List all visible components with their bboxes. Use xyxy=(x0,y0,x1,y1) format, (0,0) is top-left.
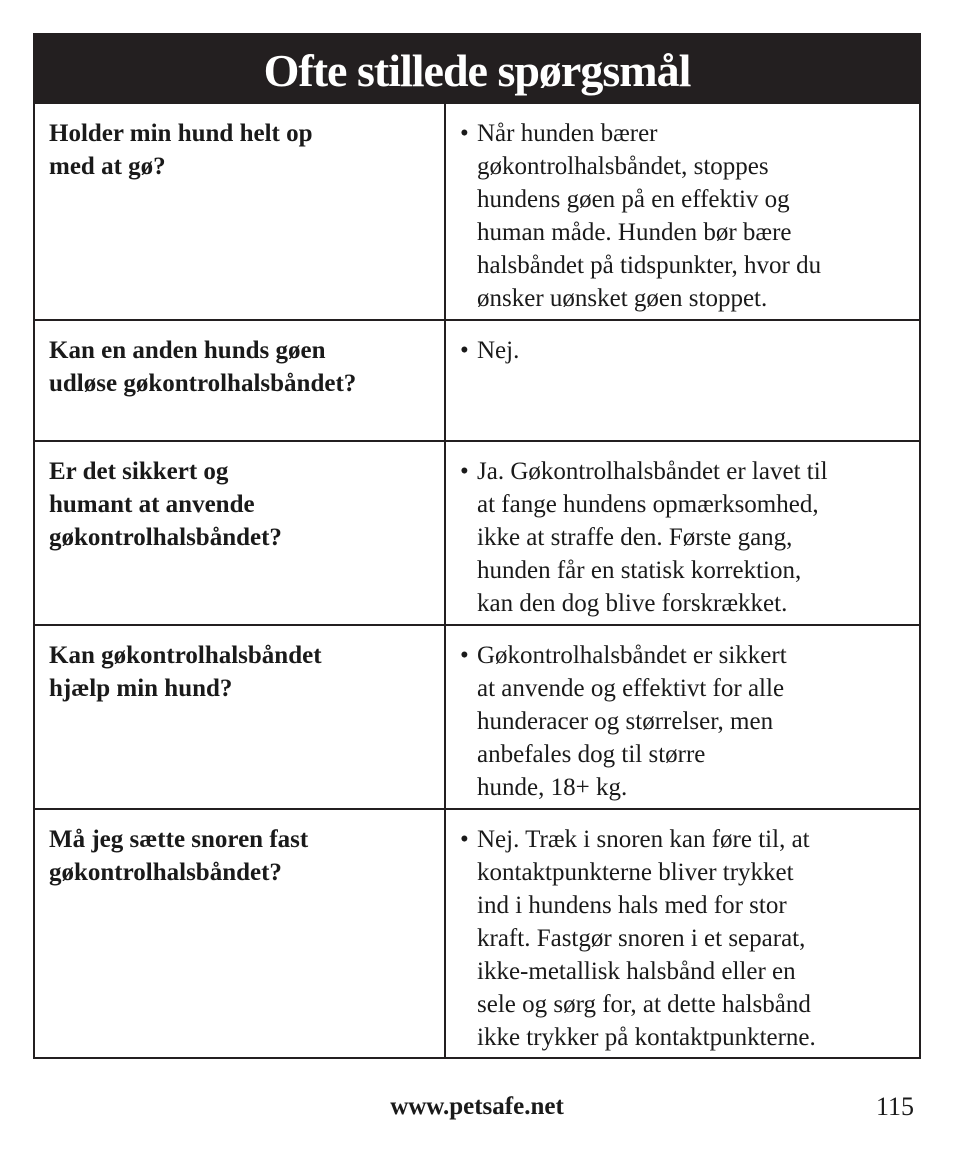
question-cell xyxy=(35,321,446,440)
answer-cell xyxy=(446,321,919,440)
faq-table xyxy=(33,33,921,1059)
faq-row xyxy=(35,319,919,440)
faq-row xyxy=(35,624,919,808)
page-title: Ofte stillede spørgsmål xyxy=(263,44,691,96)
bullet-icon: • xyxy=(460,458,469,485)
answer-cell xyxy=(446,442,919,624)
question-text: Holder min hund helt op med at gø? xyxy=(49,120,313,180)
question-text: Er det sikkert og humant at anvende gøkontrolhalsbåndet? xyxy=(49,458,282,551)
bullet-icon: • xyxy=(460,642,469,669)
footer-url: www.petsafe.net xyxy=(390,1093,564,1120)
bullet-icon: • xyxy=(460,826,469,853)
faq-row xyxy=(35,104,919,319)
bullet-icon: • xyxy=(460,120,469,147)
answer-cell xyxy=(446,626,919,808)
faq-row xyxy=(35,808,919,1057)
question-cell xyxy=(35,442,446,624)
answer-text: Nej. xyxy=(477,337,520,364)
faq-body xyxy=(33,104,921,1059)
question-cell xyxy=(35,626,446,808)
answer-text: Gøkontrolhalsbåndet er sikkert at anvende og effektivt for alle hunderacer og størrelser, men anbefales dog til større hunde, 18+ kg. xyxy=(477,642,787,801)
page-number: 115 xyxy=(875,1092,914,1121)
bullet-icon: • xyxy=(460,337,469,364)
question-text: Kan en anden hunds gøen udløse gøkontrolhalsbåndet? xyxy=(49,337,357,397)
question-cell xyxy=(35,104,446,319)
question-cell xyxy=(35,810,446,1057)
question-text: Må jeg sætte snoren fast gøkontrolhalsbåndet? xyxy=(49,826,309,886)
question-text: Kan gøkontrolhalsbåndet hjælp min hund? xyxy=(49,642,322,702)
answer-cell xyxy=(446,810,919,1057)
answer-cell xyxy=(446,104,919,319)
faq-header xyxy=(33,33,921,104)
faq-row xyxy=(35,440,919,624)
answer-text: Ja. Gøkontrolhalsbåndet er lavet til at fange hundens opmærksomhed, ikke at straffe den. Første gang, hunden får en statisk korrektion, kan den dog blive forskrækket. xyxy=(477,458,828,617)
answer-text: Når hunden bærer gøkontrolhalsbåndet, stoppes hundens gøen på en effektiv og human måde. Hunden bør bære halsbåndet på tidspunkter, hvor du ønsker uønsket gøen stoppet. xyxy=(477,120,822,312)
answer-text: Nej. Træk i snoren kan føre til, at kontaktpunkterne bliver trykket ind i hundens hals med for stor kraft. Fastgør snoren i et separat, ikke-metallisk halsbånd eller en sele og sørg for, at dette halsbånd ikke trykker på kontaktpunkterne. xyxy=(477,826,816,1051)
